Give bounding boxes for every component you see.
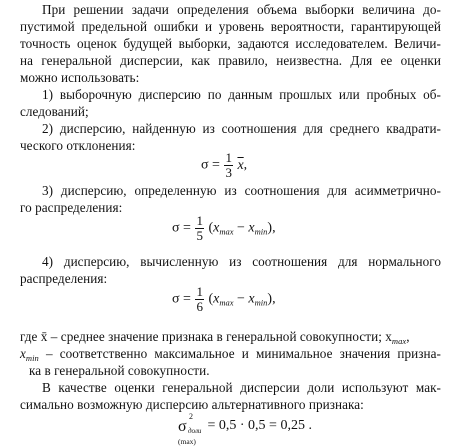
formula-sigma-fifth-range xyxy=(172,214,276,243)
formula-lhs: σ xyxy=(172,291,180,307)
fraction-denominator: 3 xyxy=(225,165,232,180)
formula-rhs: = 0,5 · 0,5 = 0,25 . xyxy=(207,418,312,434)
list-item-1: 1) выборочную дисперсию по данным прошлых или пробных об- xyxy=(42,87,441,102)
formula-x: x xyxy=(213,291,220,307)
formula-under-max: (max) xyxy=(178,437,196,446)
formula-x: x xyxy=(248,291,255,307)
formula-sub-min: min xyxy=(254,297,268,308)
formula-eq: = xyxy=(183,220,191,236)
formula-lhs: σ xyxy=(201,157,209,173)
formula-sub-max: max xyxy=(219,226,234,237)
formula-sup: 2 xyxy=(189,412,193,421)
formula-mean-x: $\overline{x}$ xyxy=(237,157,244,173)
text-line: симально возможную дисперсию альтернативного признака: xyxy=(20,397,364,412)
formula-sub-doli: доли xyxy=(188,427,202,435)
list-item-2: 2) дисперсию, найденную из соотношения для среднего квадрати- xyxy=(42,121,441,136)
formula-sigma-third-mean xyxy=(201,151,247,180)
where-text: где x̄ – среднее значение признака в генеральной совокупности; x xyxy=(20,329,392,344)
fraction xyxy=(224,151,233,180)
formula-minus: − xyxy=(233,291,249,307)
text-line: При решении задачи определения объема выборки величина до- xyxy=(42,2,441,17)
formula-close-paren: ) xyxy=(267,220,273,236)
formula-sub-min: min xyxy=(254,226,268,237)
text-line: следований; xyxy=(20,104,89,119)
where-sub-max: max xyxy=(391,336,407,346)
text-line: пустимой предельной ошибки и уровень вероятности, гарантирующей xyxy=(20,19,441,34)
fraction-numerator: 1 xyxy=(225,150,232,165)
formula-lhs: σ xyxy=(172,220,180,236)
fraction xyxy=(195,285,204,314)
text-line-where: где x̄ – среднее значение признака в генеральной совокупности; $x_{max}$, xyxy=(20,329,410,346)
formula-tail: , xyxy=(272,291,276,307)
fraction-denominator: 5 xyxy=(196,228,203,243)
formula-lhs: σ xyxy=(178,418,187,435)
formula-x: x xyxy=(248,220,255,236)
text-line: распределения: xyxy=(20,271,108,286)
text-line: го распределения: xyxy=(20,200,123,215)
formula-tail: , xyxy=(243,157,248,173)
x-min-var: x xyxy=(20,346,26,361)
fraction-numerator: 1 xyxy=(196,284,203,299)
formula-proportion-variance xyxy=(178,412,312,446)
sigma-with-indices xyxy=(178,412,200,446)
list-item-3: 3) дисперсию, определенную из соотношения для асимметрично- xyxy=(42,183,441,198)
formula-x: x xyxy=(213,220,220,236)
formula-close-paren: ) xyxy=(267,291,273,307)
text-line: В качестве оценки генеральной дисперсии доли используют мак- xyxy=(42,380,441,395)
text-line: ка в генеральной совокупности. xyxy=(29,363,210,378)
list-item-4: 4) дисперсию, вычисленную из соотношения для нормального xyxy=(42,254,441,269)
formula-sigma-sixth-range xyxy=(172,285,276,314)
fraction xyxy=(195,214,204,243)
formula-sub-max: max xyxy=(219,297,234,308)
fraction-denominator: 6 xyxy=(196,299,203,314)
text-line: ческого отклонения: xyxy=(20,138,136,153)
formula-eq: = xyxy=(183,291,191,307)
text-line: точность оценок будущей выборки, задаются исследователем. Величи- xyxy=(20,36,441,51)
fraction-numerator: 1 xyxy=(196,213,203,228)
x-min-sub: min xyxy=(25,353,39,363)
text-line: на генеральной дисперсии, как правило, неизвестна. Для ее оценки xyxy=(20,53,441,68)
formula-eq: = xyxy=(212,157,220,173)
formula-open-paren: ( xyxy=(208,220,214,236)
formula-tail: , xyxy=(272,220,276,236)
text-line: можно использовать: xyxy=(20,70,140,85)
text-rest: – соответственно максимальное и минимальное значения призна- xyxy=(38,346,441,361)
formula-open-paren: ( xyxy=(208,291,214,307)
formula-minus: − xyxy=(233,220,249,236)
